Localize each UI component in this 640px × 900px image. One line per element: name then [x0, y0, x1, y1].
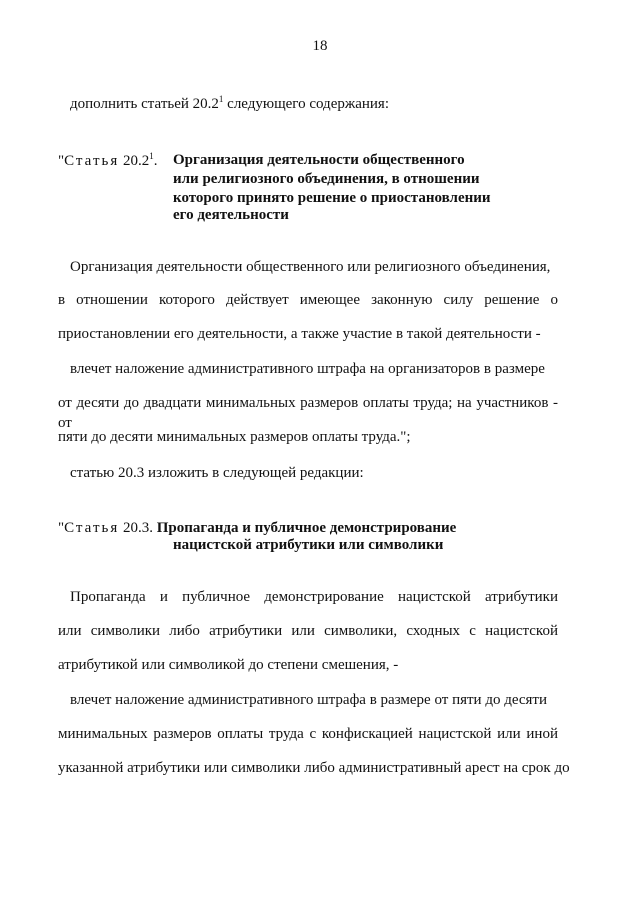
article1-number: 20.2 [119, 153, 150, 169]
article1-title-line: которого принято решение о приостановлении [173, 190, 491, 206]
article1-open-quote: " [58, 153, 65, 169]
article1-body-line: Организация деятельности общественного или религиозного объединения, [70, 259, 551, 275]
transition-line: статью 20.3 изложить в следующей редакции: [70, 465, 364, 481]
article2-body-line: Пропаганда и публичное демонстрирование нацистской атрибутики [70, 589, 558, 605]
article2-body-line: атрибутикой или символикой до степени смешения, - [58, 657, 399, 673]
article1-title-line: или религиозного объединения, в отношении [173, 171, 480, 187]
page-number: 18 [312, 38, 328, 54]
article1-title-line: Организация деятельности общественного [173, 152, 465, 168]
article1-superscript: 1 [149, 151, 154, 161]
intro-superscript: 1 [218, 94, 224, 104]
article2-body-line: указанной атрибутики или символики либо административный арест на срок до [58, 760, 570, 776]
article2-open-quote: " [58, 520, 65, 536]
article2-number: 20.3. [119, 520, 157, 536]
article1-body-line: от десяти до двадцати минимальных размеров оплаты труда; на участников - от [58, 395, 558, 431]
article2-title-line: Пропаганда и публичное демонстрирование [156, 520, 457, 536]
intro-line [70, 94, 558, 114]
intro-tail: следующего содержания: [223, 96, 389, 112]
article2-title-line: нацистской атрибутики или символики [173, 537, 444, 553]
article2-body-line: влечет наложение административного штрафа в размере от пяти до десяти [70, 692, 548, 708]
article1-body-line: пяти до десяти минимальных размеров оплаты труда."; [58, 429, 411, 445]
article2-heading [58, 518, 558, 538]
article2-body-line: минимальных размеров оплаты труда с конфискацией нацистской или иной [58, 726, 558, 742]
intro-text: дополнить статьей 20.2 [70, 96, 219, 112]
article1-body-line: в отношении которого действует имеющее законную силу решение о [58, 292, 558, 308]
article1-dot: . [153, 153, 158, 169]
article2-body-line: или символики либо атрибутики или символики, сходных с нацистской [58, 623, 558, 639]
article1-title-line: его деятельности [173, 207, 289, 223]
article2-label: Статья [64, 520, 120, 536]
article1-body-line: приостановлении его деятельности, а также участие в такой деятельности - [58, 326, 541, 342]
article1-label: Статья [64, 153, 120, 169]
article1-body-line: влечет наложение административного штрафа на организаторов в размере [70, 361, 545, 377]
